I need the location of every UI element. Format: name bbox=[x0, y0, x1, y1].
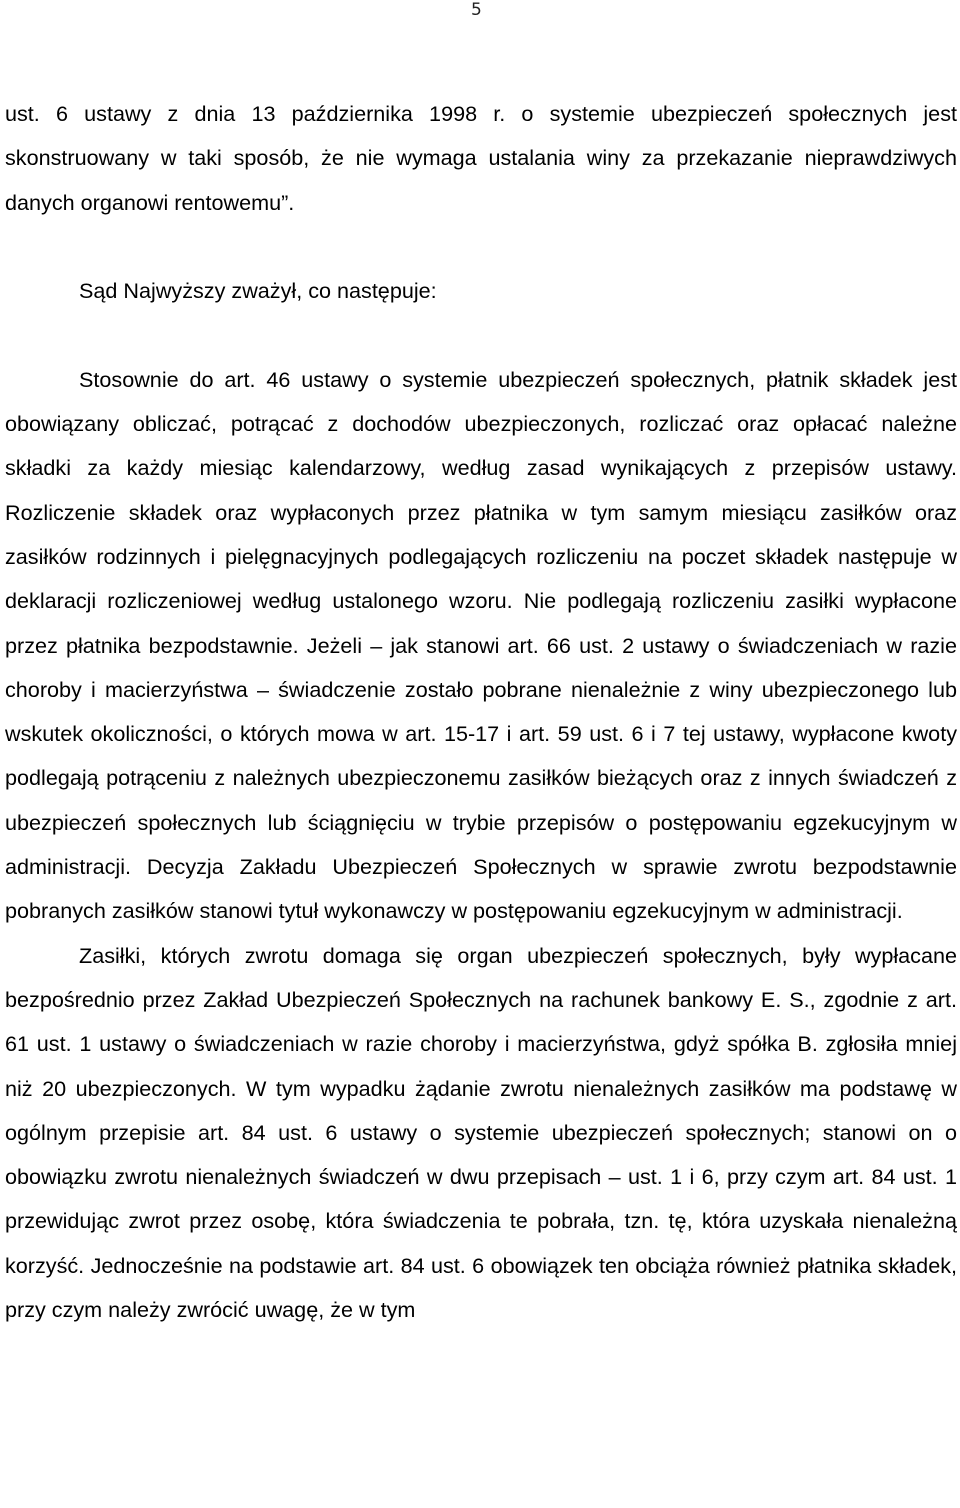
page-number: 5 bbox=[471, 0, 482, 20]
paragraph-continuation: ust. 6 ustawy z dnia 13 października 1998 r. o systemie ubezpieczeń społecznych jest skonstruowany w taki sposób, że nie wymaga ustalania winy za przekazanie nieprawdziwych danych organowi rentowemu”. bbox=[5, 101, 957, 215]
section-heading: Sąd Najwyższy zważył, co następuje: bbox=[79, 278, 437, 304]
paragraph: Zasiłki, których zwrotu domaga się organ ubezpieczeń społecznych, były wypłacane bezpośrednio przez Zakład Ubezpieczeń Społecznych na rachunek bankowy E. S., zgodnie z art. 61 ust. 1 ustawy o świadczeniach w razie choroby i macierzyństwa, gdyż spółka B. zgłosiła mniej niż 20 ubezpieczonych. W tym wypadku żądanie zwrotu nienależnych zasiłków ma podstawę w ogólnym przepisie art. 84 ust. 6 ustawy o systemie ubezpieczeń społecznych; stanowi on o obowiązku zwrotu nienależnych świadczeń w dwu przepisach – ust. 1 i 6, przy czym art. 84 ust. 1 przewidując zwrot przez osobę, która świadczenia te pobrała, tzn. tę, która uzyskała nienależną korzyść. Jednocześnie na podstawie art. 84 ust. 6 obowiązek ten obciąża również płatnika składek, przy czym należy zwrócić uwagę, że w tym bbox=[5, 942, 957, 1323]
paragraph-spacer bbox=[5, 225, 957, 269]
document-body bbox=[5, 92, 957, 1332]
paragraph: Stosownie do art. 46 ustawy o systemie ubezpieczeń społecznych, płatnik składek jest obowiązany obliczać, potrącać z dochodów ubezpieczonych, rozliczać oraz opłacać należne składki za każdy miesiąc kalendarzowy, według zasad wynikających z przepisów ustawy. Rozliczenie składek oraz wypłaconych przez płatnika w tym samym miesiącu zasiłków oraz zasiłków rodzinnych i pielęgnacyjnych podlegających rozliczeniu na poczet składek następuje w deklaracji rozliczeniowej według ustalonego wzoru. Nie podlegają rozliczeniu zasiłki wypłacone przez płatnika bezpodstawnie. Jeżeli – jak stanowi art. 66 ust. 2 ustawy o świadczeniach w razie choroby i macierzyństwa – świadczenie zostało pobrane nienależnie z winy ubezpieczonego lub wskutek okoliczności, o których mowa w art. 15-17 i art. 59 ust. 6 i 7 tej ustawy, wypłacone kwoty podlegają potrąceniu z należnych ubezpieczonemu zasiłków bieżących oraz z innych świadczeń z ubezpieczeń społecznych lub ściągnięciu w trybie przepisów o postępowaniu egzekucyjnym w administracji. Decyzja Zakładu Ubezpieczeń Społecznych w sprawie zwrotu bezpodstawnie pobranych zasiłków stanowi tytuł wykonawczy w postępowaniu egzekucyjnym w administracji. bbox=[5, 366, 957, 924]
paragraph-spacer bbox=[5, 313, 957, 357]
